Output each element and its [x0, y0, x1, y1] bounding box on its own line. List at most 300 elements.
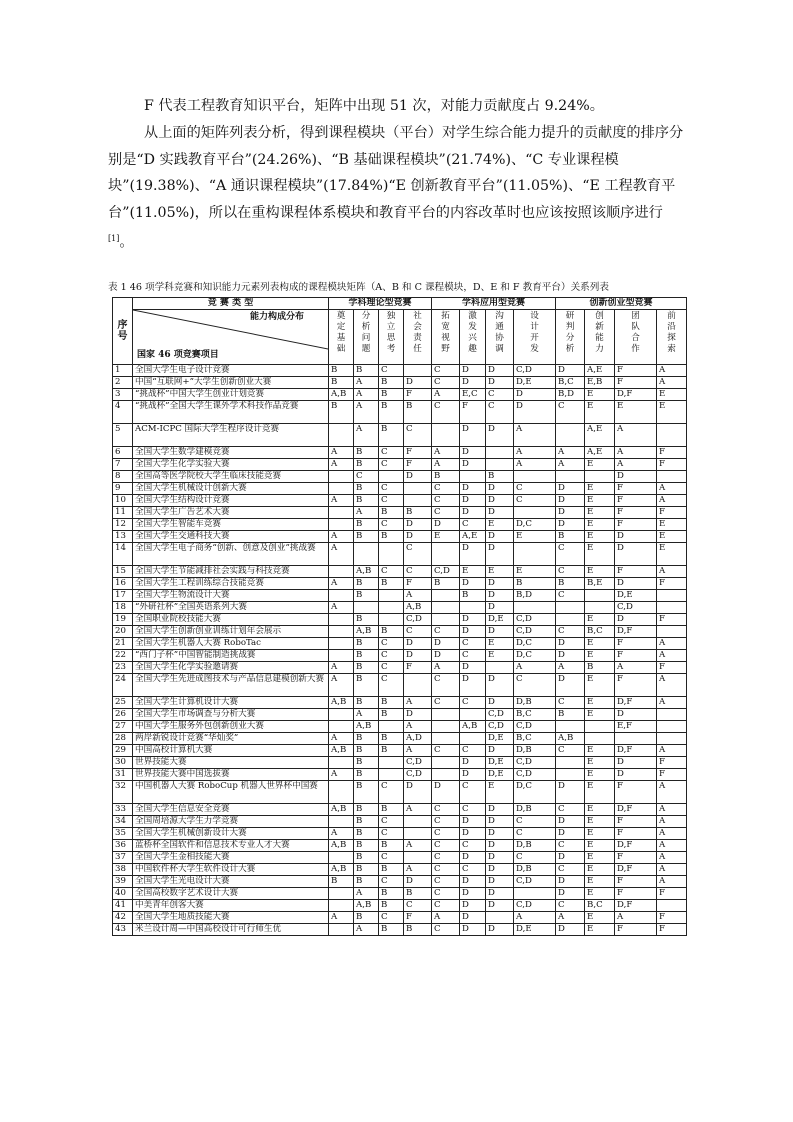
matrix-cell: C — [514, 828, 556, 840]
matrix-cell: C,D — [486, 709, 514, 721]
row-number: 35 — [113, 828, 133, 840]
matrix-cell: C,D — [514, 626, 556, 638]
matrix-cell: A — [657, 840, 687, 852]
matrix-cell: A — [329, 674, 354, 697]
matrix-cell: D,B — [514, 745, 556, 757]
matrix-cell — [585, 590, 615, 602]
matrix-cell — [657, 424, 687, 447]
matrix-cell: E — [486, 519, 514, 531]
table-row — [113, 721, 687, 733]
matrix-cell: B — [404, 401, 432, 424]
row-number: 31 — [113, 769, 133, 781]
matrix-cell: F — [615, 650, 657, 662]
matrix-cell: D — [460, 543, 486, 566]
matrix-cell: D — [486, 924, 514, 936]
matrix-cell: C — [379, 650, 404, 662]
competition-name: 全国大学生数学建模竞赛 — [133, 447, 329, 459]
matrix-cell: E — [585, 769, 615, 781]
row-number: 39 — [113, 876, 133, 888]
matrix-cell: C — [379, 876, 404, 888]
matrix-cell: C — [379, 638, 404, 650]
matrix-cell — [329, 721, 354, 733]
matrix-cell: B — [556, 578, 585, 590]
row-number: 7 — [113, 459, 133, 471]
matrix-cell — [585, 602, 615, 614]
table-row — [113, 578, 687, 590]
paragraph-2-end: 。 — [119, 234, 134, 251]
matrix-cell — [379, 614, 404, 626]
matrix-cell: D — [404, 709, 432, 721]
matrix-cell: C — [556, 864, 585, 876]
matrix-cell — [379, 769, 404, 781]
matrix-cell: E — [514, 566, 556, 578]
competition-name: 全国大学生交通科技大赛 — [133, 531, 329, 543]
matrix-cell: F — [657, 888, 687, 900]
matrix-cell: E — [585, 614, 615, 626]
matrix-cell: A — [432, 459, 460, 471]
group-innovation: 创新创业型竞赛 — [556, 298, 687, 310]
table-row — [113, 912, 687, 924]
matrix-cell: D — [556, 495, 585, 507]
matrix-cell: D,B — [514, 840, 556, 852]
matrix-cell: B — [379, 864, 404, 876]
matrix-cell — [404, 674, 432, 697]
matrix-cell: F — [657, 507, 687, 519]
matrix-cell: D — [556, 852, 585, 864]
row-number: 37 — [113, 852, 133, 864]
matrix-cell: D — [486, 626, 514, 638]
matrix-cell: D,B — [514, 864, 556, 876]
matrix-cell: A,E — [585, 424, 615, 447]
column-header: 社 会 责 任 — [404, 310, 432, 365]
matrix-cell — [354, 602, 379, 614]
competition-name: 全国大学生机械创新设计大赛 — [133, 828, 329, 840]
matrix-cell: C — [556, 804, 585, 816]
matrix-cell: D — [514, 401, 556, 424]
row-number: 8 — [113, 471, 133, 483]
matrix-cell: D — [556, 828, 585, 840]
row-number: 34 — [113, 816, 133, 828]
matrix-cell: C,D — [514, 876, 556, 888]
matrix-cell: A — [657, 650, 687, 662]
matrix-cell: A — [657, 828, 687, 840]
matrix-cell — [585, 733, 615, 745]
matrix-cell: E — [657, 389, 687, 401]
matrix-cell — [329, 507, 354, 519]
matrix-cell: F — [404, 912, 432, 924]
matrix-cell: C — [486, 401, 514, 424]
matrix-cell: C — [432, 697, 460, 709]
matrix-cell: A — [657, 745, 687, 757]
matrix-cell: A — [615, 459, 657, 471]
row-number: 33 — [113, 804, 133, 816]
competition-name: 全国大学生市场调查与分析大赛 — [133, 709, 329, 721]
matrix-cell — [486, 459, 514, 471]
matrix-cell: A,B — [354, 900, 379, 912]
matrix-cell: C — [432, 804, 460, 816]
competition-name: 全国大学生金相技能大赛 — [133, 852, 329, 864]
table-row — [113, 757, 687, 769]
row-number: 4 — [113, 401, 133, 424]
matrix-cell: F — [615, 507, 657, 519]
table-row — [113, 590, 687, 602]
matrix-cell: D — [460, 483, 486, 495]
matrix-cell: B — [379, 733, 404, 745]
matrix-cell: F — [615, 924, 657, 936]
matrix-cell: C — [379, 447, 404, 459]
header-project: 国家 46 项竞赛项目 — [137, 350, 219, 360]
competition-name: 全国职业院校技能大赛 — [133, 614, 329, 626]
row-number: 18 — [113, 602, 133, 614]
row-number: 28 — [113, 733, 133, 745]
matrix-cell — [514, 507, 556, 519]
matrix-cell: A — [657, 483, 687, 495]
matrix-cell: B — [354, 590, 379, 602]
matrix-cell: C,D — [514, 365, 556, 377]
matrix-cell: A — [432, 389, 460, 401]
matrix-cell: A — [329, 662, 354, 674]
matrix-cell: E — [585, 674, 615, 697]
matrix-cell: D,B — [514, 697, 556, 709]
matrix-cell: A — [556, 912, 585, 924]
matrix-cell: E — [585, 864, 615, 876]
matrix-cell: A,B — [329, 840, 354, 852]
matrix-cell: A,D — [404, 733, 432, 745]
matrix-cell: A — [354, 389, 379, 401]
matrix-cell: D — [486, 578, 514, 590]
matrix-cell — [404, 495, 432, 507]
matrix-cell — [404, 828, 432, 840]
row-number: 9 — [113, 483, 133, 495]
matrix-cell: E — [657, 531, 687, 543]
matrix-cell: C — [460, 650, 486, 662]
column-header: 研 判 分 析 — [556, 310, 585, 365]
matrix-cell: F — [657, 614, 687, 626]
competition-name: 全国大学生广告艺术大赛 — [133, 507, 329, 519]
row-number: 27 — [113, 721, 133, 733]
matrix-cell: F — [615, 566, 657, 578]
matrix-cell: A — [354, 507, 379, 519]
matrix-cell: E — [585, 876, 615, 888]
matrix-cell — [556, 721, 585, 733]
matrix-cell: E — [585, 924, 615, 936]
matrix-cell — [432, 769, 460, 781]
matrix-cell: D — [486, 495, 514, 507]
matrix-cell: B — [354, 757, 379, 769]
matrix-cell: D — [404, 531, 432, 543]
competition-name: 全国大学生节能减排社会实践与科技竞赛 — [133, 566, 329, 578]
matrix-cell: D — [460, 377, 486, 389]
matrix-cell: E — [486, 781, 514, 804]
matrix-cell: B — [354, 447, 379, 459]
competition-name: 两岸新锐设计竞赛“华灿奖” — [133, 733, 329, 745]
row-number: 41 — [113, 900, 133, 912]
matrix-cell: B,C — [514, 709, 556, 721]
matrix-cell: D — [486, 900, 514, 912]
matrix-cell: A — [514, 424, 556, 447]
matrix-cell: C — [556, 590, 585, 602]
matrix-cell: B — [379, 709, 404, 721]
matrix-cell: E,F — [615, 721, 657, 733]
matrix-cell: E — [585, 401, 615, 424]
matrix-cell — [379, 757, 404, 769]
matrix-cell: C,D — [404, 769, 432, 781]
matrix-cell — [460, 471, 486, 483]
matrix-cell: B — [432, 578, 460, 590]
matrix-cell: C — [460, 840, 486, 852]
matrix-cell: D — [486, 864, 514, 876]
matrix-cell: B — [354, 638, 379, 650]
matrix-cell: B,D — [556, 389, 585, 401]
matrix-cell: A — [514, 459, 556, 471]
matrix-cell: A — [329, 828, 354, 840]
matrix-cell: D — [404, 650, 432, 662]
matrix-cell: D — [486, 828, 514, 840]
matrix-cell: D — [460, 816, 486, 828]
matrix-cell: D,C — [514, 519, 556, 531]
matrix-cell — [657, 900, 687, 912]
matrix-cell: D,F — [615, 389, 657, 401]
competition-name: 世界技能大赛 — [133, 757, 329, 769]
matrix-cell: F — [615, 816, 657, 828]
matrix-cell: A — [657, 804, 687, 816]
row-number: 21 — [113, 638, 133, 650]
competition-name: 全国大学生机械设计创新大赛 — [133, 483, 329, 495]
matrix-cell: A,B — [329, 389, 354, 401]
matrix-cell: C — [432, 816, 460, 828]
matrix-cell: C — [379, 912, 404, 924]
matrix-cell: A — [329, 543, 354, 566]
table-row — [113, 781, 687, 804]
matrix-cell: F — [657, 769, 687, 781]
matrix-cell — [329, 626, 354, 638]
matrix-cell — [329, 781, 354, 804]
matrix-cell: D — [486, 876, 514, 888]
matrix-cell: A — [354, 401, 379, 424]
matrix-cell: A — [657, 781, 687, 804]
matrix-cell — [615, 733, 657, 745]
matrix-cell: B — [354, 483, 379, 495]
matrix-cell: A — [354, 424, 379, 447]
matrix-cell: D,E — [486, 757, 514, 769]
matrix-cell: D — [615, 757, 657, 769]
matrix-cell: C — [432, 626, 460, 638]
matrix-cell — [329, 471, 354, 483]
matrix-cell: F — [615, 519, 657, 531]
matrix-cell — [432, 757, 460, 769]
matrix-cell: C — [432, 876, 460, 888]
matrix-cell: A — [432, 912, 460, 924]
matrix-cell — [404, 365, 432, 377]
competition-name: 中国高校计算机大赛 — [133, 745, 329, 757]
matrix-cell: C,D — [486, 721, 514, 733]
matrix-cell: A,B — [329, 804, 354, 816]
matrix-cell: B — [354, 745, 379, 757]
matrix-cell: D — [460, 900, 486, 912]
matrix-cell: D — [460, 626, 486, 638]
matrix-cell: E — [585, 840, 615, 852]
matrix-cell: A,E — [585, 447, 615, 459]
matrix-cell: D — [404, 638, 432, 650]
matrix-cell — [432, 590, 460, 602]
matrix-cell — [379, 471, 404, 483]
matrix-cell: D — [556, 876, 585, 888]
matrix-cell: A — [657, 377, 687, 389]
matrix-cell: B — [354, 578, 379, 590]
matrix-cell: F — [615, 888, 657, 900]
matrix-cell: F — [404, 447, 432, 459]
matrix-cell: F — [657, 578, 687, 590]
competition-name: 蓝桥杯全国软件和信息技术专业人才大赛 — [133, 840, 329, 852]
matrix-cell: A,B — [460, 721, 486, 733]
matrix-cell: D — [615, 531, 657, 543]
matrix-cell: B — [354, 864, 379, 876]
paragraph-2 — [108, 120, 688, 256]
matrix-cell — [556, 471, 585, 483]
matrix-cell: E — [460, 566, 486, 578]
matrix-cell: C — [379, 662, 404, 674]
matrix-cell: D — [514, 389, 556, 401]
row-number: 23 — [113, 662, 133, 674]
matrix-cell: D — [615, 578, 657, 590]
row-number: 12 — [113, 519, 133, 531]
competition-name: “挑战杯”中国大学生创业计划竞赛 — [133, 389, 329, 401]
matrix-cell: E,B — [585, 377, 615, 389]
matrix-cell: D — [486, 888, 514, 900]
matrix-cell: F — [657, 912, 687, 924]
matrix-cell — [329, 614, 354, 626]
matrix-cell: A — [404, 840, 432, 852]
matrix-cell: B — [379, 840, 404, 852]
matrix-cell: D — [556, 674, 585, 697]
matrix-cell — [585, 721, 615, 733]
matrix-cell: C,D — [404, 614, 432, 626]
matrix-cell: F — [615, 638, 657, 650]
matrix-cell: D — [556, 816, 585, 828]
matrix-cell: F — [404, 389, 432, 401]
matrix-cell: A — [354, 377, 379, 389]
matrix-cell: C — [404, 424, 432, 447]
matrix-cell: B,C — [585, 900, 615, 912]
column-header: 沟 通 协 调 — [486, 310, 514, 365]
competition-name: 全国高等医学院校大学生临床技能竞赛 — [133, 471, 329, 483]
table-row — [113, 828, 687, 840]
matrix-cell: B — [354, 733, 379, 745]
table-row — [113, 483, 687, 495]
matrix-cell: D — [460, 924, 486, 936]
matrix-cell: A — [556, 447, 585, 459]
matrix-cell: F — [615, 483, 657, 495]
matrix-cell: A,B — [354, 721, 379, 733]
matrix-cell: B — [354, 697, 379, 709]
matrix-cell: E — [486, 566, 514, 578]
matrix-cell: A — [657, 864, 687, 876]
matrix-cell: A — [657, 816, 687, 828]
matrix-cell: B — [354, 852, 379, 864]
table-row — [113, 888, 687, 900]
matrix-cell: E — [585, 543, 615, 566]
matrix-cell: D — [615, 709, 657, 721]
matrix-cell — [556, 769, 585, 781]
matrix-cell — [514, 602, 556, 614]
matrix-cell: A — [657, 566, 687, 578]
matrix-cell: C — [460, 804, 486, 816]
matrix-cell: A — [657, 697, 687, 709]
matrix-cell: C — [432, 483, 460, 495]
matrix-cell: D — [486, 483, 514, 495]
matrix-cell: E — [585, 483, 615, 495]
matrix-cell: C — [556, 745, 585, 757]
matrix-cell: D — [556, 519, 585, 531]
matrix-cell: E — [585, 804, 615, 816]
matrix-cell: B — [379, 389, 404, 401]
matrix-cell: B — [514, 578, 556, 590]
matrix-cell: E — [615, 401, 657, 424]
table-row — [113, 602, 687, 614]
matrix-cell — [379, 543, 404, 566]
row-number: 1 — [113, 365, 133, 377]
matrix-cell: B — [354, 840, 379, 852]
matrix-cell: F — [615, 781, 657, 804]
matrix-cell: A — [404, 721, 432, 733]
matrix-cell: A — [657, 674, 687, 697]
column-header: 拓 宽 视 野 — [432, 310, 460, 365]
matrix-cell: D — [404, 876, 432, 888]
matrix-cell: B — [354, 459, 379, 471]
matrix-cell — [432, 614, 460, 626]
matrix-cell: A — [404, 697, 432, 709]
matrix-cell: B — [379, 377, 404, 389]
matrix-cell: C — [556, 626, 585, 638]
competition-name: “外研社杯”全国英语系列大赛 — [133, 602, 329, 614]
matrix-cell: F — [657, 447, 687, 459]
matrix-cell: E — [657, 543, 687, 566]
matrix-cell: D — [460, 912, 486, 924]
matrix-cell: D — [432, 519, 460, 531]
matrix-cell: D — [460, 852, 486, 864]
matrix-cell — [379, 590, 404, 602]
matrix-cell: D,E — [514, 377, 556, 389]
row-number: 3 — [113, 389, 133, 401]
matrix-cell — [432, 424, 460, 447]
matrix-cell: E — [657, 519, 687, 531]
table-row — [113, 697, 687, 709]
matrix-cell: B — [354, 828, 379, 840]
matrix-cell: B — [329, 365, 354, 377]
matrix-cell: C — [556, 566, 585, 578]
competition-name: 全国大学生工程训练综合技能竞赛 — [133, 578, 329, 590]
row-number: 26 — [113, 709, 133, 721]
matrix-cell — [585, 471, 615, 483]
matrix-cell: C — [354, 471, 379, 483]
table-row — [113, 804, 687, 816]
matrix-cell: D — [486, 424, 514, 447]
table-row — [113, 864, 687, 876]
matrix-cell: B — [354, 912, 379, 924]
table-row — [113, 519, 687, 531]
row-number: 15 — [113, 566, 133, 578]
matrix-cell — [556, 602, 585, 614]
matrix-cell — [460, 709, 486, 721]
matrix-cell: E — [585, 566, 615, 578]
matrix-cell: A — [514, 662, 556, 674]
column-header: 团 队 合 作 — [615, 310, 657, 365]
matrix-cell: E — [585, 638, 615, 650]
matrix-cell: E — [585, 650, 615, 662]
row-number: 30 — [113, 757, 133, 769]
matrix-cell: B — [432, 471, 460, 483]
matrix-cell: D — [460, 828, 486, 840]
